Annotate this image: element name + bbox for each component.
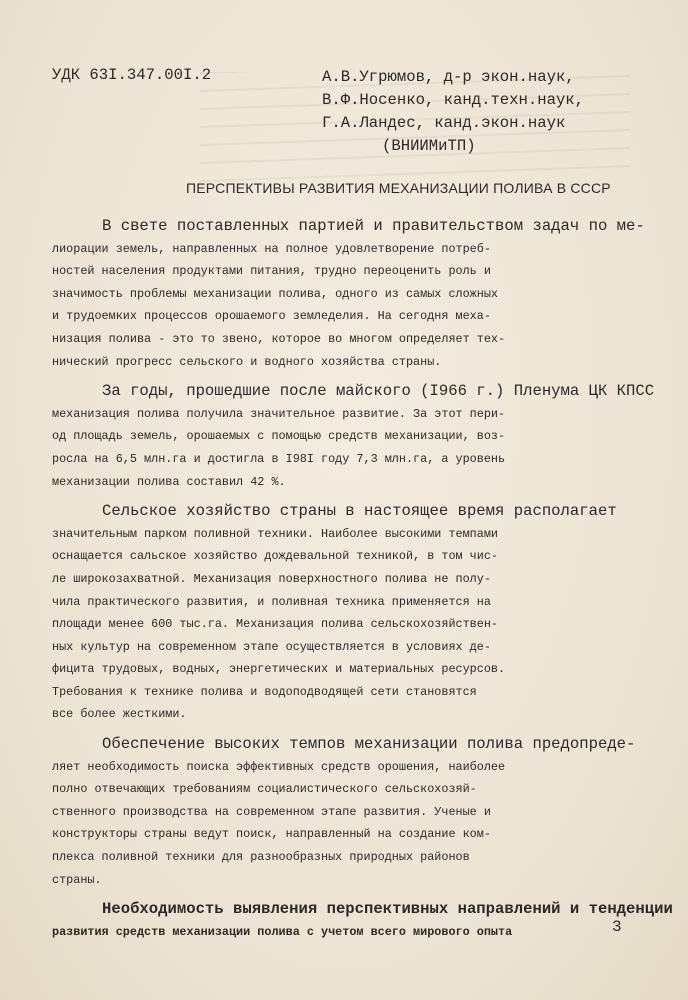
text-line: низация полива - это то звено, которое во многом определяет тех- [52,331,506,346]
author-line: А.В.Угрюмов, д-р экон.наук, [322,68,575,86]
text-line: од площадь земель, орошаемых с помощью средств механизации, воз- [52,429,506,444]
article-title: ПЕРСПЕКТИВЫ РАЗВИТИЯ МЕХАНИЗАЦИИ ПОЛИВА В СССР [186,180,611,196]
text-line: лиорации земель, направленных на полное удовлетворение потреб- [52,241,491,256]
text-line: ственного производства на современном этапе развития. Ученые и [52,804,491,819]
text-line: нический прогресс сельского и водного хозяйства страны. [52,354,442,369]
text-line: механизация полива получила значительное развитие. За этот пери- [52,406,506,421]
text-line: За годы, прошедшие после майского (I966 г.) Пленума ЦК КПСС [102,382,655,401]
text-line: полно отвечающих требованиям социалистического сельскохозяй- [52,782,477,797]
text-line: ных культур на современном этапе осуществляется в условиях де- [52,639,491,654]
page-number: 3 [612,918,622,936]
paragraph [52,215,645,373]
text-line: оснащается сальское хозяйство дождевальной техникой, в том чис- [52,549,498,564]
text-line: ле широкозахватной. Механизация поверхностного полива не полу- [52,571,491,586]
paragraph [52,380,655,493]
text-line: Необходимость выявления перспективных направлений и тенденции [102,900,673,919]
text-line: ностей населения продуктами питания, трудно переоценить роль и [52,264,491,279]
text-line: развития средств механизации полива с учетом всего мирового опыта [52,924,513,939]
text-line: все более жесткими. [52,707,187,722]
authors-block [322,66,584,158]
text-line: Сельское хозяйство страны в настоящее время располагает [102,502,617,521]
text-line: значимость проблемы механизации полива, одного из самых сложных [52,286,498,301]
paragraph [52,733,636,891]
text-line: механизации полива составил 42 %. [52,474,286,489]
udk-code: УДК 63I.347.00I.2 [52,66,212,84]
text-line: фицита трудовых, водных, энергетических и материальных ресурсов. [52,662,506,677]
text-line: и трудоемких процессов орошаемого земледелия. На сегодня меха- [52,309,491,324]
paragraph-bold [52,898,673,943]
paragraph [52,500,632,726]
text-line: значительным парком поливной техники. Наиболее высокими темпами [52,526,498,541]
author-line: В.Ф.Носенко, канд.техн.наук, [322,91,585,109]
text-line: площади менее 600 тыс.га. Механизация полива сельскохозяйствен- [52,617,498,632]
text-line: Требования к технике полива и водоподводящей сети становятся [52,684,477,699]
text-line: Обеспечение высоких темпов механизации полива предопреде- [102,735,636,754]
article-body [52,215,673,950]
text-line: конструкторы страны ведут поиск, направленный на создание ком- [52,827,491,842]
text-line: ляет необходимость поиска эффективных средств орошения, наиболее [52,759,506,774]
text-line: страны. [52,872,102,887]
text-line: В свете поставленных партией и правительством задач по ме- [102,217,645,235]
text-line: росла на 6,5 млн.га и достигла в I98I году 7,3 млн.га, а уровень [52,451,506,466]
author-line: Г.А.Ландес, канд.экон.наук [322,114,566,132]
organization: (ВНИИМиТП) [382,137,476,155]
text-line: плекса поливной техники для разнообразных природных районов [52,850,470,865]
text-line: чила практического развития, и поливная техника применяется на [52,594,491,609]
